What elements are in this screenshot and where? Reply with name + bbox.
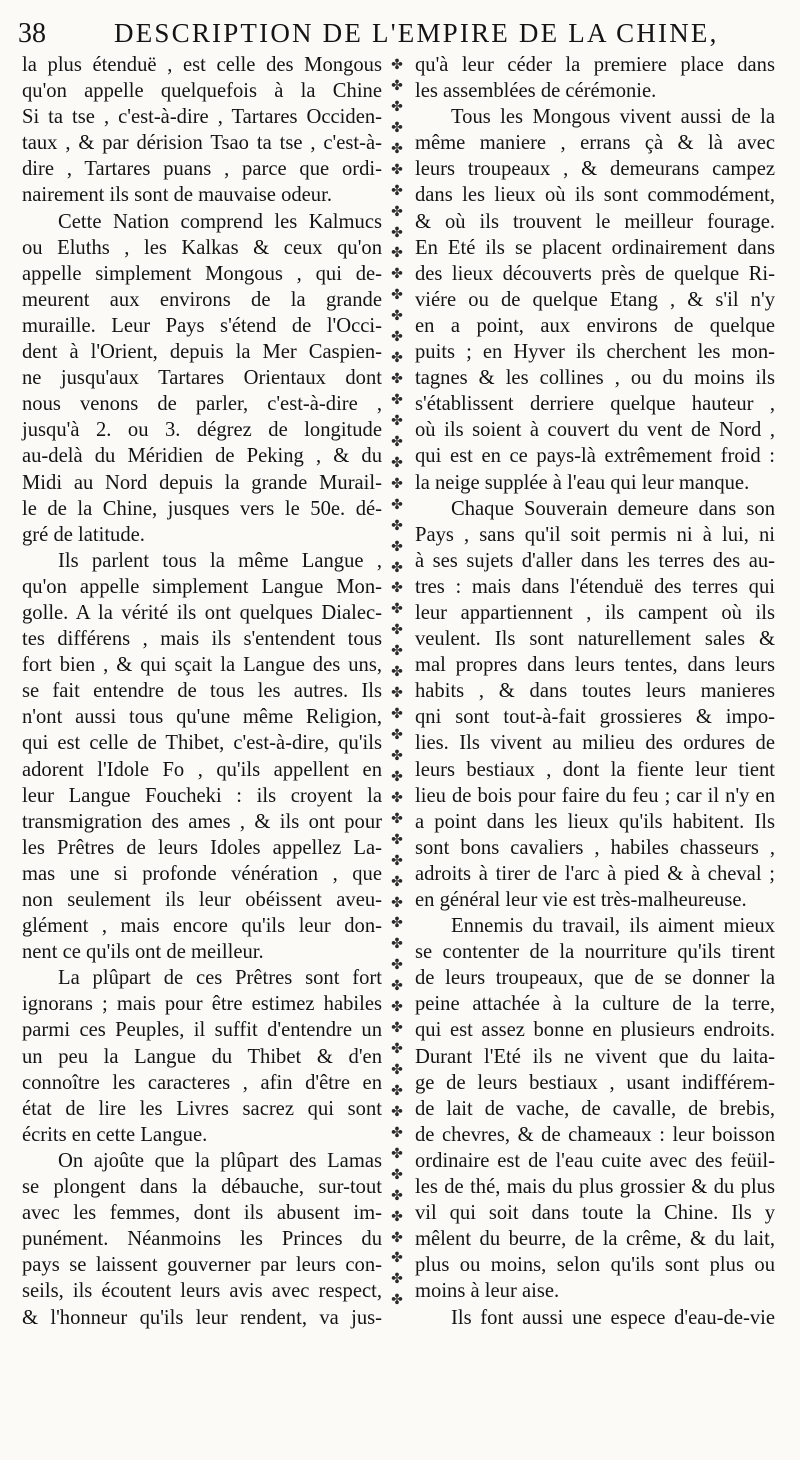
running-title: DESCRIPTION DE L'EMPIRE DE LA CHINE, <box>114 18 719 48</box>
fleuron-ornament: ✤ <box>391 266 403 283</box>
text-line: écrits en cette Langue. <box>22 1123 208 1146</box>
fleuron-ornament: ✤ <box>391 789 403 806</box>
text-line: mal propres dans leurs tentes, dans leurs <box>415 654 775 677</box>
fleuron-ornament: ✤ <box>391 203 403 220</box>
fleuron-ornament: ✤ <box>391 957 403 974</box>
text-line: dent à l'Orient, depuis la Mer Caspien- <box>22 341 382 364</box>
fleuron-ornament: ✤ <box>391 538 403 555</box>
fleuron-ornament: ✤ <box>391 622 403 639</box>
fleuron-ornament: ✤ <box>391 727 403 743</box>
text-line: pays se laissent gouverner par leurs con- <box>22 1254 382 1277</box>
fleuron-ornament: ✤ <box>391 161 403 178</box>
text-line: moins à leur aise. <box>415 1280 560 1303</box>
text-line: & où ils trouvent le meilleur fourage. <box>415 210 775 233</box>
text-line: Pays , sans qu'il soit permis ni à lui, ni <box>415 523 775 546</box>
fleuron-ornament: ✤ <box>391 1271 403 1288</box>
text-line: le de la Chine, jusques vers le 50e. dé- <box>22 497 382 520</box>
text-line: golle. A la vérité ils ont quelques Dialec- <box>22 601 382 624</box>
running-header <box>18 14 788 54</box>
text-line: En Eté ils se placent ordinairement dans <box>415 236 775 259</box>
left-column <box>22 52 382 1331</box>
text-line: & l'honneur qu'ils leur rendent, va jus- <box>22 1306 382 1329</box>
fleuron-ornament: ✤ <box>391 1124 403 1141</box>
text-line: plus ou moins, selon qu'ils sont plus ou <box>415 1254 775 1277</box>
fleuron-ornament: ✤ <box>391 287 403 304</box>
text-line: la plus étenduë , est celle des Mongous <box>22 54 382 76</box>
fleuron-ornament: ✤ <box>391 329 403 346</box>
fleuron-ornament: ✤ <box>391 873 403 890</box>
text-line: nairement ils sont de mauvaise odeur. <box>22 184 332 207</box>
text-line: vil qui soit dans toute la Chine. Ils y <box>415 1202 775 1225</box>
text-line: a point dans les lieux qu'ils habitent. Ils <box>415 810 775 833</box>
fleuron-ornament: ✤ <box>391 1292 403 1309</box>
fleuron-ornament: ✤ <box>391 999 403 1016</box>
fleuron-ornament: ✤ <box>391 810 403 827</box>
fleuron-ornament: ✤ <box>391 831 403 848</box>
text-line: des lieux découverts près de quelque Ri- <box>415 262 775 285</box>
text-line: de chevres, & de chameaux : leur boisson <box>415 1123 775 1146</box>
text-line: les assemblées de cérémonie. <box>415 80 657 103</box>
text-line: mas une si profonde vénération , que <box>22 862 382 885</box>
text-line: mêlent du beurre, de la crême, & du lait, <box>415 1228 775 1251</box>
text-line: Tous les Mongous vivent aussi de la <box>451 106 775 129</box>
fleuron-ornament: ✤ <box>391 433 403 450</box>
text-line: à ses sujets d'aller dans les terres des au- <box>415 549 775 572</box>
fleuron-ornament: ✤ <box>391 1208 403 1225</box>
text-line: qu'à leur céder la premiere place dans <box>415 54 775 76</box>
text-line: fort bien , & qui sçait la Langue des uns, <box>22 654 382 677</box>
text-line: adroits à tirer de l'arc à pied & à cheval ; <box>415 862 775 885</box>
fleuron-ornament: ✤ <box>391 182 403 199</box>
text-line: leur Langue Foucheki : ils croyent la <box>22 784 382 807</box>
text-line: les de thé, mais du plus grossier & du plus <box>415 1176 775 1199</box>
text-line: nous venons de parler, c'est-à-dire , <box>22 393 382 416</box>
text-line: connoître les caracteres , afin d'être en <box>22 1071 382 1094</box>
text-line: en général leur vie est très-malheureuse. <box>415 889 747 911</box>
fleuron-ornament: ✤ <box>391 978 403 995</box>
fleuron-ornament: ✤ <box>391 140 403 157</box>
text-line: qui est assez bonne en plusieurs endroits. <box>415 1019 775 1042</box>
text-line: taux , & par dérision Tsao ta tse , c'est-à- <box>22 132 382 155</box>
fleuron-ornament: ✤ <box>391 224 403 241</box>
text-line: tres : mais dans l'étenduë des terres qui <box>415 575 775 598</box>
fleuron-ornament: ✤ <box>391 496 403 513</box>
ornamental-column-divider <box>384 58 410 1308</box>
text-line: se fait entendre de tous les autres. Ils <box>22 680 382 703</box>
text-line: avec les femmes, dont ils abusent im- <box>22 1202 382 1225</box>
text-line: de leurs troupeaux, que de se donner la <box>415 967 775 990</box>
text-line: appelle simplement Mongous , qui de- <box>22 262 382 285</box>
text-line: s'établissent derriere quelque hauteur , <box>415 393 775 416</box>
text-line: dans les lieux où ils sont commodément, <box>415 184 775 207</box>
text-line: la neige supplée à l'eau qui leur manque. <box>415 471 750 494</box>
fleuron-ornament: ✤ <box>391 1062 403 1078</box>
text-line: adorent l'Idole Fo , qu'ils appellent en <box>22 758 382 781</box>
fleuron-ornament: ✤ <box>391 559 403 576</box>
text-line: Midi au Nord depuis la grande Murail- <box>22 471 382 494</box>
fleuron-ornament: ✤ <box>391 98 403 115</box>
fleuron-ornament: ✤ <box>391 454 403 471</box>
text-line: peine attachée à la culture de la terre, <box>415 993 775 1016</box>
text-line: sont bons cavaliers , habiles chasseurs , <box>415 836 775 859</box>
fleuron-ornament: ✤ <box>391 1250 403 1267</box>
fleuron-ornament: ✤ <box>391 392 403 408</box>
text-line: viére ou de quelque Etang , & s'il n'y <box>415 288 775 311</box>
fleuron-ornament: ✤ <box>391 936 403 953</box>
text-line: punément. Néanmoins les Princes du <box>22 1228 382 1251</box>
fleuron-ornament: ✤ <box>391 1187 403 1204</box>
text-line: jusqu'à 2. ou 3. dégrez de longitude <box>22 419 382 442</box>
text-line: leur appartiennent , ils campent où ils <box>415 601 775 624</box>
text-line: Cette Nation comprend les Kalmucs <box>58 210 382 233</box>
fleuron-ornament: ✤ <box>391 1103 403 1120</box>
text-line: ou Eluths , les Kalkas & ceux qu'on <box>22 236 382 259</box>
fleuron-ornament: ✤ <box>391 1229 403 1246</box>
fleuron-ornament: ✤ <box>391 685 403 702</box>
fleuron-ornament: ✤ <box>391 1166 403 1183</box>
text-line: Ennemis du travail, ils aiment mieux <box>451 915 775 938</box>
text-line: nent ce qu'ils ont de meilleur. <box>22 941 264 964</box>
fleuron-ornament: ✤ <box>391 1145 403 1162</box>
text-line: même maniere , errans çà & là avec <box>415 132 775 155</box>
text-line: La plûpart de ces Prêtres sont fort <box>58 967 382 990</box>
text-line: état de lire les Livres sacrez qui sont <box>22 1097 382 1120</box>
text-line: Ils parlent tous la même Langue , <box>58 549 382 572</box>
text-line: tagnes & les collines , ou du moins ils <box>415 367 775 390</box>
fleuron-ornament: ✤ <box>391 915 403 932</box>
text-line: se plongent dans la débauche, sur-tout <box>22 1176 382 1199</box>
fleuron-ornament: ✤ <box>391 643 403 660</box>
text-line: au-delà du Méridien de Peking , & du <box>22 445 382 468</box>
text-line: Chaque Souverain demeure dans son <box>451 497 775 520</box>
text-line: veulent. Ils sont naturellement sales & <box>415 628 775 651</box>
text-line: se contenter de la nourriture qu'ils tirent <box>415 941 775 964</box>
fleuron-ornament: ✤ <box>391 706 403 723</box>
text-line: lieu de bois pour faire du feu ; car il n'y en <box>415 784 775 807</box>
fleuron-ornament: ✤ <box>391 894 403 911</box>
text-line: gré de latitude. <box>22 523 145 546</box>
text-line: leurs bestiaux , dont la fiente leur tient <box>415 758 775 781</box>
text-line: Ils font aussi une espece d'eau-de-vie <box>451 1306 775 1329</box>
text-line: non seulement ils leur obéissent aveu- <box>22 889 382 911</box>
fleuron-ornament: ✤ <box>391 1020 403 1037</box>
text-line: ignorans ; mais pour être estimez habiles <box>22 993 382 1016</box>
text-line: en a point, aux environs de quelque <box>415 314 775 337</box>
text-line: muraille. Leur Pays s'étend de l'Occi- <box>22 314 382 337</box>
text-line: leurs troupeaux , & demeurans campez <box>415 158 775 181</box>
text-line: meurent aux environs de la grande <box>22 288 382 311</box>
fleuron-ornament: ✤ <box>391 747 403 764</box>
text-line: où ils soient à couvert du vent de Nord , <box>415 419 775 442</box>
fleuron-ornament: ✤ <box>391 1041 403 1058</box>
text-line: Si ta tse , c'est-à-dire , Tartares Occiden- <box>22 106 382 129</box>
text-line: qui est celle de Thibet, c'est-à-dire, qu'ils <box>22 732 382 755</box>
text-line: seils, ils écoutent leurs avis avec respect, <box>22 1280 382 1303</box>
fleuron-ornament: ✤ <box>391 1082 403 1099</box>
fleuron-ornament: ✤ <box>391 412 403 429</box>
fleuron-ornament: ✤ <box>391 517 403 534</box>
text-line: dire , Tartares puans , parce que ordi- <box>22 158 382 181</box>
text-line: ge de leurs bestiaux , usant indifférem- <box>415 1071 775 1094</box>
fleuron-ornament: ✤ <box>391 664 403 681</box>
text-line: Durant l'Eté ils ne vivent que du laita- <box>415 1045 775 1068</box>
text-line: un peu la Langue du Thibet & d'en <box>22 1045 382 1068</box>
right-column <box>415 52 775 1331</box>
text-line: qni sont tout-à-fait grossieres & impo- <box>415 706 775 729</box>
text-line: On ajoûte que la plûpart des Lamas <box>58 1149 382 1172</box>
fleuron-ornament: ✤ <box>391 308 403 325</box>
text-line: de lait de vache, de cavalle, de brebis, <box>415 1097 775 1120</box>
text-line: lies. Ils vivent au milieu des ordures de <box>415 732 775 755</box>
text-line: puits ; en Hyver ils cherchent les mon- <box>415 341 775 364</box>
text-line: tes différens , mais ils s'entendent tous <box>22 628 382 651</box>
text-line: qui est en ce pays-là extrêmement froid : <box>415 445 775 468</box>
fleuron-ornament: ✤ <box>391 768 403 785</box>
text-line: qu'on appelle quelquefois à la Chine <box>22 80 382 103</box>
text-line: transmigration des ames , & ils ont pour <box>22 810 382 833</box>
fleuron-ornament: ✤ <box>391 601 403 618</box>
text-line: qu'on appelle simplement Langue Mon- <box>22 575 382 598</box>
fleuron-ornament: ✤ <box>391 580 403 597</box>
text-line: glément , mais encore qu'ils leur don- <box>22 915 382 938</box>
fleuron-ornament: ✤ <box>391 57 403 73</box>
fleuron-ornament: ✤ <box>391 371 403 388</box>
text-line: ordinaire est de l'eau cuite avec des feüil- <box>415 1149 775 1172</box>
fleuron-ornament: ✤ <box>391 119 403 136</box>
fleuron-ornament: ✤ <box>391 852 403 869</box>
fleuron-ornament: ✤ <box>391 77 403 94</box>
page-number: 38 <box>18 18 46 49</box>
text-line: n'ont aussi tous qu'une même Religion, <box>22 706 382 729</box>
text-line: parmi ces Peuples, il suffit d'entendre un <box>22 1019 382 1042</box>
text-line: ne jusqu'aux Tartares Orientaux dont <box>22 367 382 390</box>
fleuron-ornament: ✤ <box>391 245 403 262</box>
fleuron-ornament: ✤ <box>391 350 403 367</box>
text-line: les Prêtres de leurs Idoles appellez La- <box>22 836 382 859</box>
text-line: habits , & dans toutes leurs manieres <box>415 680 775 703</box>
fleuron-ornament: ✤ <box>391 475 403 492</box>
